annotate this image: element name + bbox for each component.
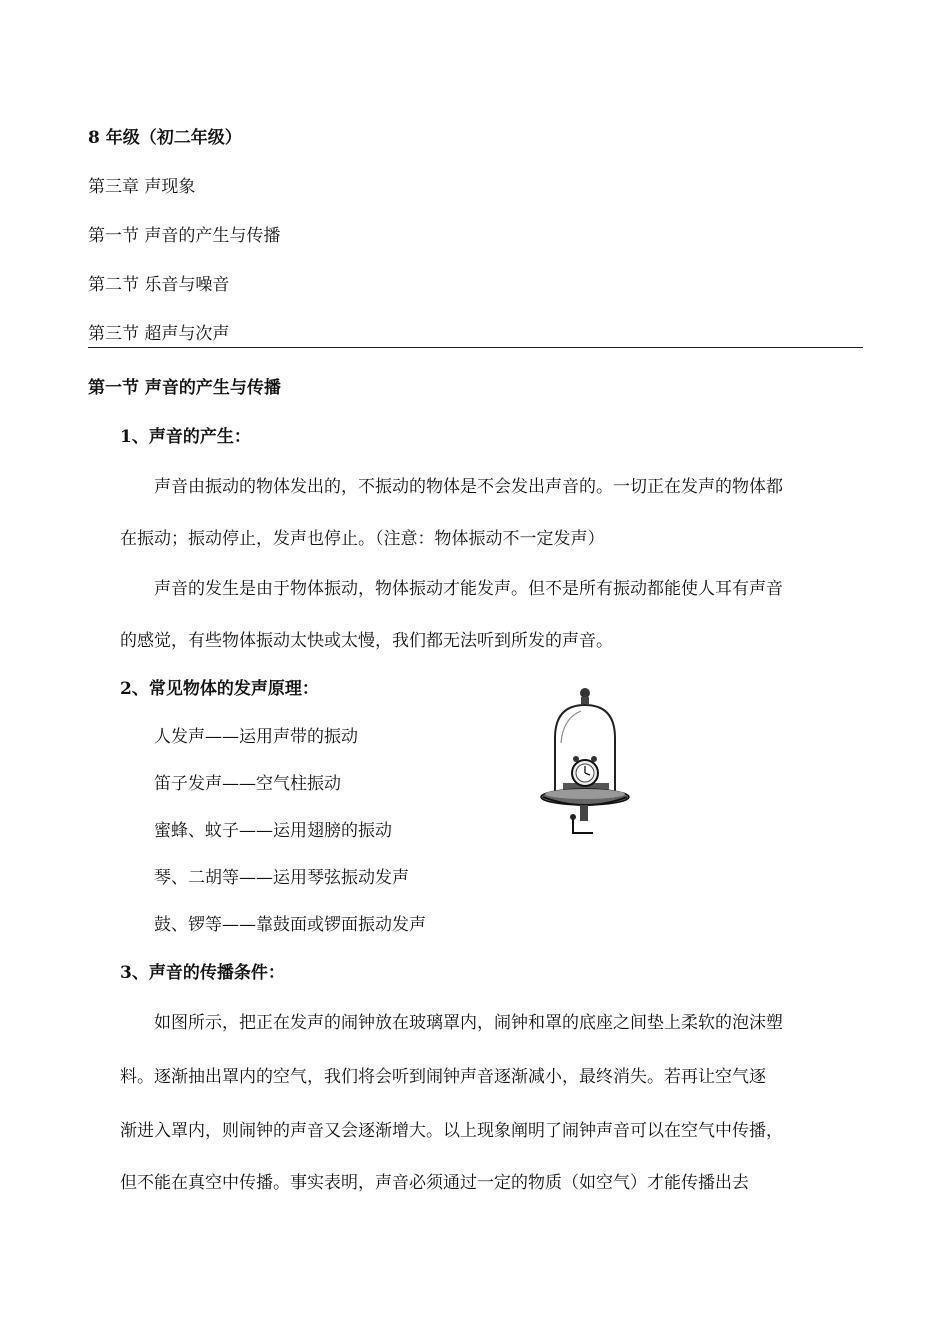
paragraph-line: 声音的发生是由于物体振动，物体振动才能发声。但不是所有振动都能使人耳有声音	[154, 579, 783, 599]
paragraph-line: 如图所示，把正在发声的闹钟放在玻璃罩内，闹钟和罩的底座之间垫上柔软的泡沫塑	[154, 1013, 783, 1033]
list-item: 蜜蜂、蚊子——运用翅膀的振动	[154, 821, 392, 841]
list-item: 笛子发声——空气柱振动	[154, 774, 341, 794]
list-item: 琴、二胡等——运用琴弦振动发声	[154, 868, 409, 888]
paragraph-line: 渐进入罩内，则闹钟的声音又会逐渐增大。以上现象阐明了闹钟声音可以在空气中传播，	[120, 1121, 783, 1141]
paragraph-line: 在振动；振动停止，发声也停止。（注意：物体振动不一定发声）	[120, 529, 605, 549]
subheading: 2、常见物体的发声原理：	[120, 679, 319, 699]
bell-jar-figure	[533, 683, 643, 843]
chapter-title: 第三章 声现象	[88, 177, 196, 197]
toc-item: 第二节 乐音与噪音	[88, 275, 230, 295]
paragraph-line: 但不能在真空中传播。事实表明，声音必须通过一定的物质（如空气）才能传播出去	[120, 1173, 749, 1193]
list-item: 人发声——运用声带的振动	[154, 727, 358, 747]
list-item: 鼓、锣等——靠鼓面或锣面振动发声	[154, 915, 426, 935]
subheading: 1、声音的产生：	[120, 427, 251, 447]
toc-item: 第三节 超声与次声	[88, 324, 230, 344]
paragraph-line: 料。逐渐抽出罩内的空气，我们将会听到闹钟声音逐渐减小，最终消失。若再让空气逐	[120, 1067, 766, 1087]
subheading: 3、声音的传播条件：	[120, 963, 285, 983]
section-title: 第一节 声音的产生与传播	[88, 378, 281, 398]
toc-item: 第一节 声音的产生与传播	[88, 226, 281, 246]
divider	[88, 347, 863, 348]
paragraph-line: 的感觉，有些物体振动太快或太慢，我们都无法听到所发的声音。	[120, 631, 613, 651]
grade-heading: 8 年级（初二年级）	[88, 128, 242, 148]
paragraph-line: 声音由振动的物体发出的，不振动的物体是不会发出声音的。一切正在发声的物体都	[154, 477, 783, 497]
